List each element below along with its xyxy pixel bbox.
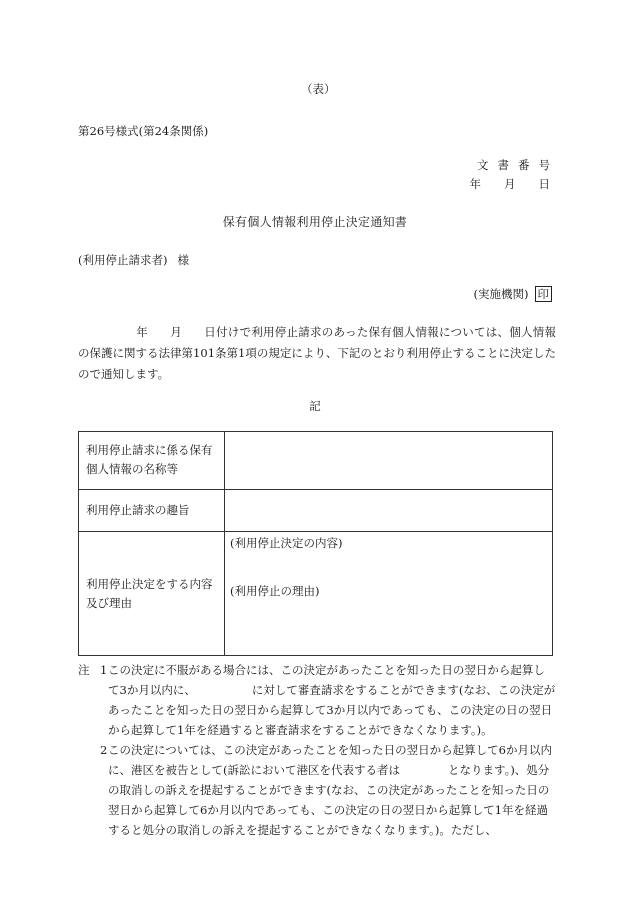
notes-section	[78, 660, 556, 840]
row3-sub-content: (利用停止決定の内容)	[230, 536, 343, 550]
row1-label: 利用停止請求に係る保有個人情報の名称等	[79, 432, 225, 490]
note-item-2	[78, 740, 556, 840]
document-number-label: 文書番号	[477, 158, 559, 172]
table-row	[79, 532, 553, 656]
table-row	[79, 490, 553, 532]
row3-value-cell	[225, 532, 553, 656]
note-number-1: 1	[100, 663, 108, 677]
table-row	[79, 432, 553, 490]
date-label: 年 月 日	[469, 177, 550, 191]
body-text: 日付けで利用停止請求のあった保有個人情報については、個人情報の保護に関する法律第101条第1項の規定により、下記のとおり利用停止することに決定したので通知します。	[78, 325, 557, 381]
note2-text-a: この決定については、この決定があったことを知った日の翌日から起算して6か月以内に、港区を被告として(訴訟において港区を代表する者は	[108, 743, 552, 777]
form-table	[78, 431, 553, 656]
issuer-label: (実施機関)	[473, 287, 529, 301]
note-item-1	[78, 660, 556, 740]
note1-text-b: に対して審査請求をすることができます(なお、この決定があったことを知った日の翌日から起算して3か月以内であっても、この決定の日の翌日から起算して1年を経過すると審査請求をすることができなくなります。)。	[108, 683, 556, 737]
issuer-line	[474, 286, 552, 302]
form-number: 第26号様式(第24条関係)	[78, 124, 209, 138]
addressee-suffix: 様	[177, 253, 189, 267]
document-title: 保有個人情報利用停止決定通知書	[222, 215, 408, 229]
note1-text-a: この決定に不服がある場合には、この決定があったことを知った日の翌日から起算して3か月以内に、	[108, 663, 545, 697]
row3-sub-reason: (利用停止の理由)	[230, 584, 320, 598]
row2-label: 利用停止請求の趣旨	[79, 490, 225, 532]
side-label: （表）	[301, 82, 336, 96]
note-number-2: 2	[100, 743, 108, 757]
seal-stamp: 印	[535, 286, 553, 302]
body-year-label: 年	[136, 325, 148, 339]
ki-heading: 記	[309, 399, 321, 413]
notes-prefix: 注	[78, 663, 90, 677]
note2-text-b: となります。)、処分の取消しの訴えを提起することができます(なお、この決定があったことを知った日の翌日から起算して6か月以内であっても、この決定の日の翌日から起算して1年を経過すると処分の取消しの訴えを提起することができなくなります。)。ただし、	[108, 763, 550, 837]
body-paragraph	[78, 322, 556, 385]
addressee-line	[78, 252, 189, 268]
row3-label: 利用停止決定をする内容及び理由	[79, 532, 225, 656]
row2-value-cell	[225, 490, 553, 532]
row1-value-cell	[225, 432, 553, 490]
body-month-label: 月	[170, 325, 182, 339]
addressee-label: (利用停止請求者)	[78, 253, 168, 267]
